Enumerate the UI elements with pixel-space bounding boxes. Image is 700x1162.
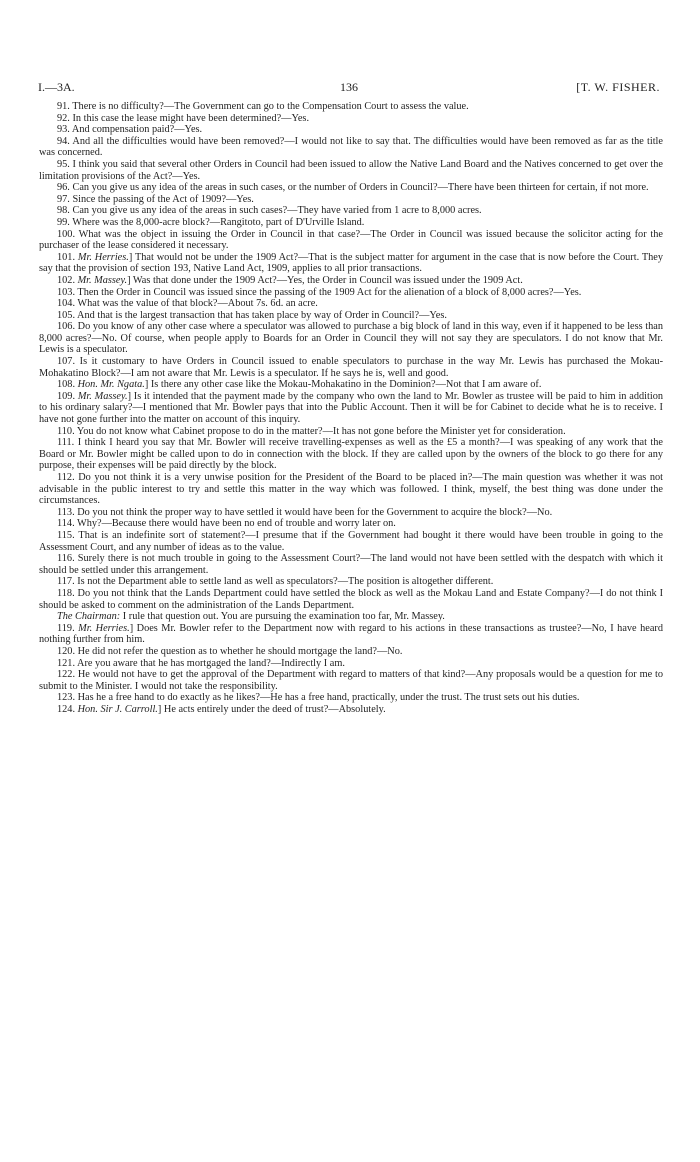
question-number: 124. [57,703,78,715]
evidence-text [39,101,663,715]
paragraph-text: 111. I think I heard you say that Mr. Bowler will receive travelling-expenses as well as the £5 a month?—I was speaking of any work that the Board or Mr. Bowler might be called upon to do in connection with the block. If they are called upon by the owners of the block to go there for any purpose, their expenses will be paid directly by the block. [39,437,663,472]
question-paragraph [39,113,663,125]
speaker-name: Hon. Sir J. Carroll. [77,703,158,715]
question-paragraph [39,321,663,356]
paragraph-text: 92. In this case the lease might have been determined?—Yes. [57,112,310,124]
paragraph-text: ] Was that done under the 1909 Act?—Yes, the Order in Council was issued under the 1909 Act. [127,274,523,286]
speaker-name: Mr. Herries. [78,622,130,634]
paragraph-text: 110. You do not know what Cabinet propose to do in the matter?—It has not gone before the Minister yet for consideration. [57,425,566,437]
paragraph-text: 123. Has he a free hand to do exactly as he likes?—He has a free hand, practically, under the trust. The trust sets out his duties. [57,692,580,704]
paragraph-text: 113. Do you not think the proper way to have settled it would have been for the Government to acquire the block?—No. [57,506,553,518]
question-paragraph [39,124,663,136]
question-paragraph [39,646,663,658]
question-paragraph [39,692,663,704]
question-paragraph [39,611,663,623]
question-paragraph [39,356,663,379]
question-paragraph [39,658,663,670]
paragraph-text: 96. Can you give us any idea of the areas in such cases, or the number of Orders in Council?—There have been thirteen for certain, if not more. [57,182,649,194]
question-number: 109. [57,390,78,402]
paragraph-text: 98. Can you give us any idea of the areas in such cases?—They have varied from 1 acre to 8,000 acres. [57,205,482,217]
question-number: 101. [57,251,78,263]
paragraph-text: 117. Is not the Department able to settle land as well as speculators?—The position is altogether different. [57,576,494,588]
speaker-name: The Chairman: [57,611,121,623]
question-paragraph [39,287,663,299]
question-paragraph [39,426,663,438]
paragraph-text: ] Is it intended that the payment made by the company who own the land to Mr. Bowler as trustee will be paid to him in addition to his ordinary salary?—I mentioned that Mr. Bowler pays that into the Public Account. Then it will be for Cabinet to decide what he is to receive. I have not gone further into the matter on account of this inquiry. [39,390,664,426]
question-paragraph [39,136,663,159]
question-number: 102. [57,274,78,286]
paper-reference: I.—3A. [38,80,75,94]
question-paragraph [39,669,663,692]
paragraph-text: 103. Then the Order in Council was issued since the passing of the 1909 Act for the alienation of a block of 8,000 acres?—Yes. [57,286,582,298]
page-number: 136 [340,80,358,94]
speaker-name: Mr. Massey. [77,390,128,402]
question-paragraph [39,379,663,391]
question-paragraph [39,159,663,182]
paragraph-text: 105. And that is the largest transaction that has taken place by way of Order in Council?—Yes. [57,309,447,321]
paragraph-text: 120. He did not refer the question as to whether he should mortgage the land?—No. [57,645,403,657]
page-header [38,80,660,96]
question-paragraph [39,194,663,206]
question-paragraph [39,101,663,113]
paragraph-text: 104. What was the value of that block?—About 7s. 6d. an acre. [57,298,318,310]
question-paragraph [39,217,663,229]
paragraph-text: 91. There is no difficulty?—The Government can go to the Compensation Court to assess the value. [57,101,469,112]
speaker-name: Mr. Herries. [77,251,129,263]
question-paragraph [39,275,663,287]
paragraph-text: 107. Is it customary to have Orders in Council issued to enable speculators to purchase in the way Mr. Lewis has purchased the Mokau-Mohakatino Block?—I am not aware that Mr. Lewis is a speculator. If he says he is, well and good. [39,356,663,379]
paragraph-text: 115. That is an indefinite sort of statement?—I presume that if the Government had bought it there would have been trouble in going to the Assessment Court, and any number of ideas as to the value. [39,529,663,553]
paragraph-text: 95. I think you said that several other Orders in Council had been issued to allow the Native Land Board and the Natives concerned to get over the limitation provisions of the Act?—Yes. [39,158,663,182]
paragraph-text: I rule that question out. You are pursuing the examination too far, Mr. Massey. [120,611,445,623]
question-paragraph [39,588,663,611]
paragraph-text: ] He acts entirely under the deed of trust?—Absolutely. [157,703,386,715]
witness-name: [T. W. FISHER. [576,80,660,94]
paragraph-text: 100. What was the object in issuing the Order in Council in that case?—The Order in Council was issued because the solicitor acting for the purchaser of the lease considered it necessary. [39,228,663,252]
question-paragraph [39,437,663,472]
question-paragraph [39,507,663,519]
paragraph-text: 116. Surely there is not much trouble in going to the Assessment Court?—The land would not have been settled with the despatch with which it should be settled under this arrangement. [39,553,663,576]
paragraph-text: 114. Why?—Because there would have been no end of trouble and worry later on. [57,518,396,530]
paragraph-text: 97. Since the passing of the Act of 1909?—Yes. [57,193,254,205]
paragraph-text: 93. And compensation paid?—Yes. [57,124,203,136]
question-paragraph [39,229,663,252]
paragraph-text: 118. Do you not think that the Lands Department could have settled the block as well as the Mokau Land and Estate Company?—I do not think I should be asked to comment on the administration of the Lands Department. [39,587,663,611]
question-paragraph [39,298,663,310]
question-paragraph [39,576,663,588]
question-paragraph [39,310,663,322]
paragraph-text: ] Does Mr. Bowler refer to the Department now with regard to his actions in these transactions as trustee?—No, I have heard nothing further from him. [39,622,663,646]
question-paragraph [39,704,663,716]
speaker-name: Hon. Mr. Ngata. [77,379,145,391]
question-paragraph [39,518,663,530]
paragraph-text: 112. Do you not think it is a very unwise position for the President of the Board to be placed in?—The main question was whether it was not advisable in the public interest to try and settle this matter in the way which was followed. I think, myself, the best thing was done under the circumstances. [39,472,663,507]
question-paragraph [39,205,663,217]
question-number: 108. [57,379,78,391]
paragraph-text: ] Is there any other case like the Mokau-Mohakatino in the Dominion?—Not that I am aware of. [144,379,542,391]
question-number: 119. [57,622,79,634]
paragraph-text: 106. Do you know of any other case where a speculator was allowed to purchase a big block of land in this way, even if it happened to be less than 8,000 acres?—No. Of course, when people apply to Boards for an Order in Council they will not say they are speculators. I do not know that Mr. Lewis is a speculator. [39,321,663,356]
question-paragraph [39,182,663,194]
paragraph-text: 99. Where was the 8,000-acre block?—Rangitoto, part of D'Urville Island. [57,216,365,228]
paragraph-text: 94. And all the difficulties would have been removed?—I would not like to say that. The difficulties would have been removed as far as the title was concerned. [39,135,663,159]
question-paragraph [39,391,663,426]
question-paragraph [39,623,663,646]
question-paragraph [39,530,663,553]
question-paragraph [39,252,663,275]
paragraph-text: 121. Are you aware that he has mortgaged the land?—Indirectly I am. [57,657,345,669]
question-paragraph [39,553,663,576]
paragraph-text: ] That would not be under the 1909 Act?—That is the subject matter for argument in the case that is now before the Court. They say that the provision of section 193, Native Land Act, 1909, applies to all prior transactions. [39,251,664,275]
paragraph-text: 122. He would not have to get the approval of the Department with regard to matters of that kind?—Any proposals would be a question for me to submit to the Minister. I would not take the responsibility. [39,669,663,692]
speaker-name: Mr. Massey. [77,274,128,286]
question-paragraph [39,472,663,507]
